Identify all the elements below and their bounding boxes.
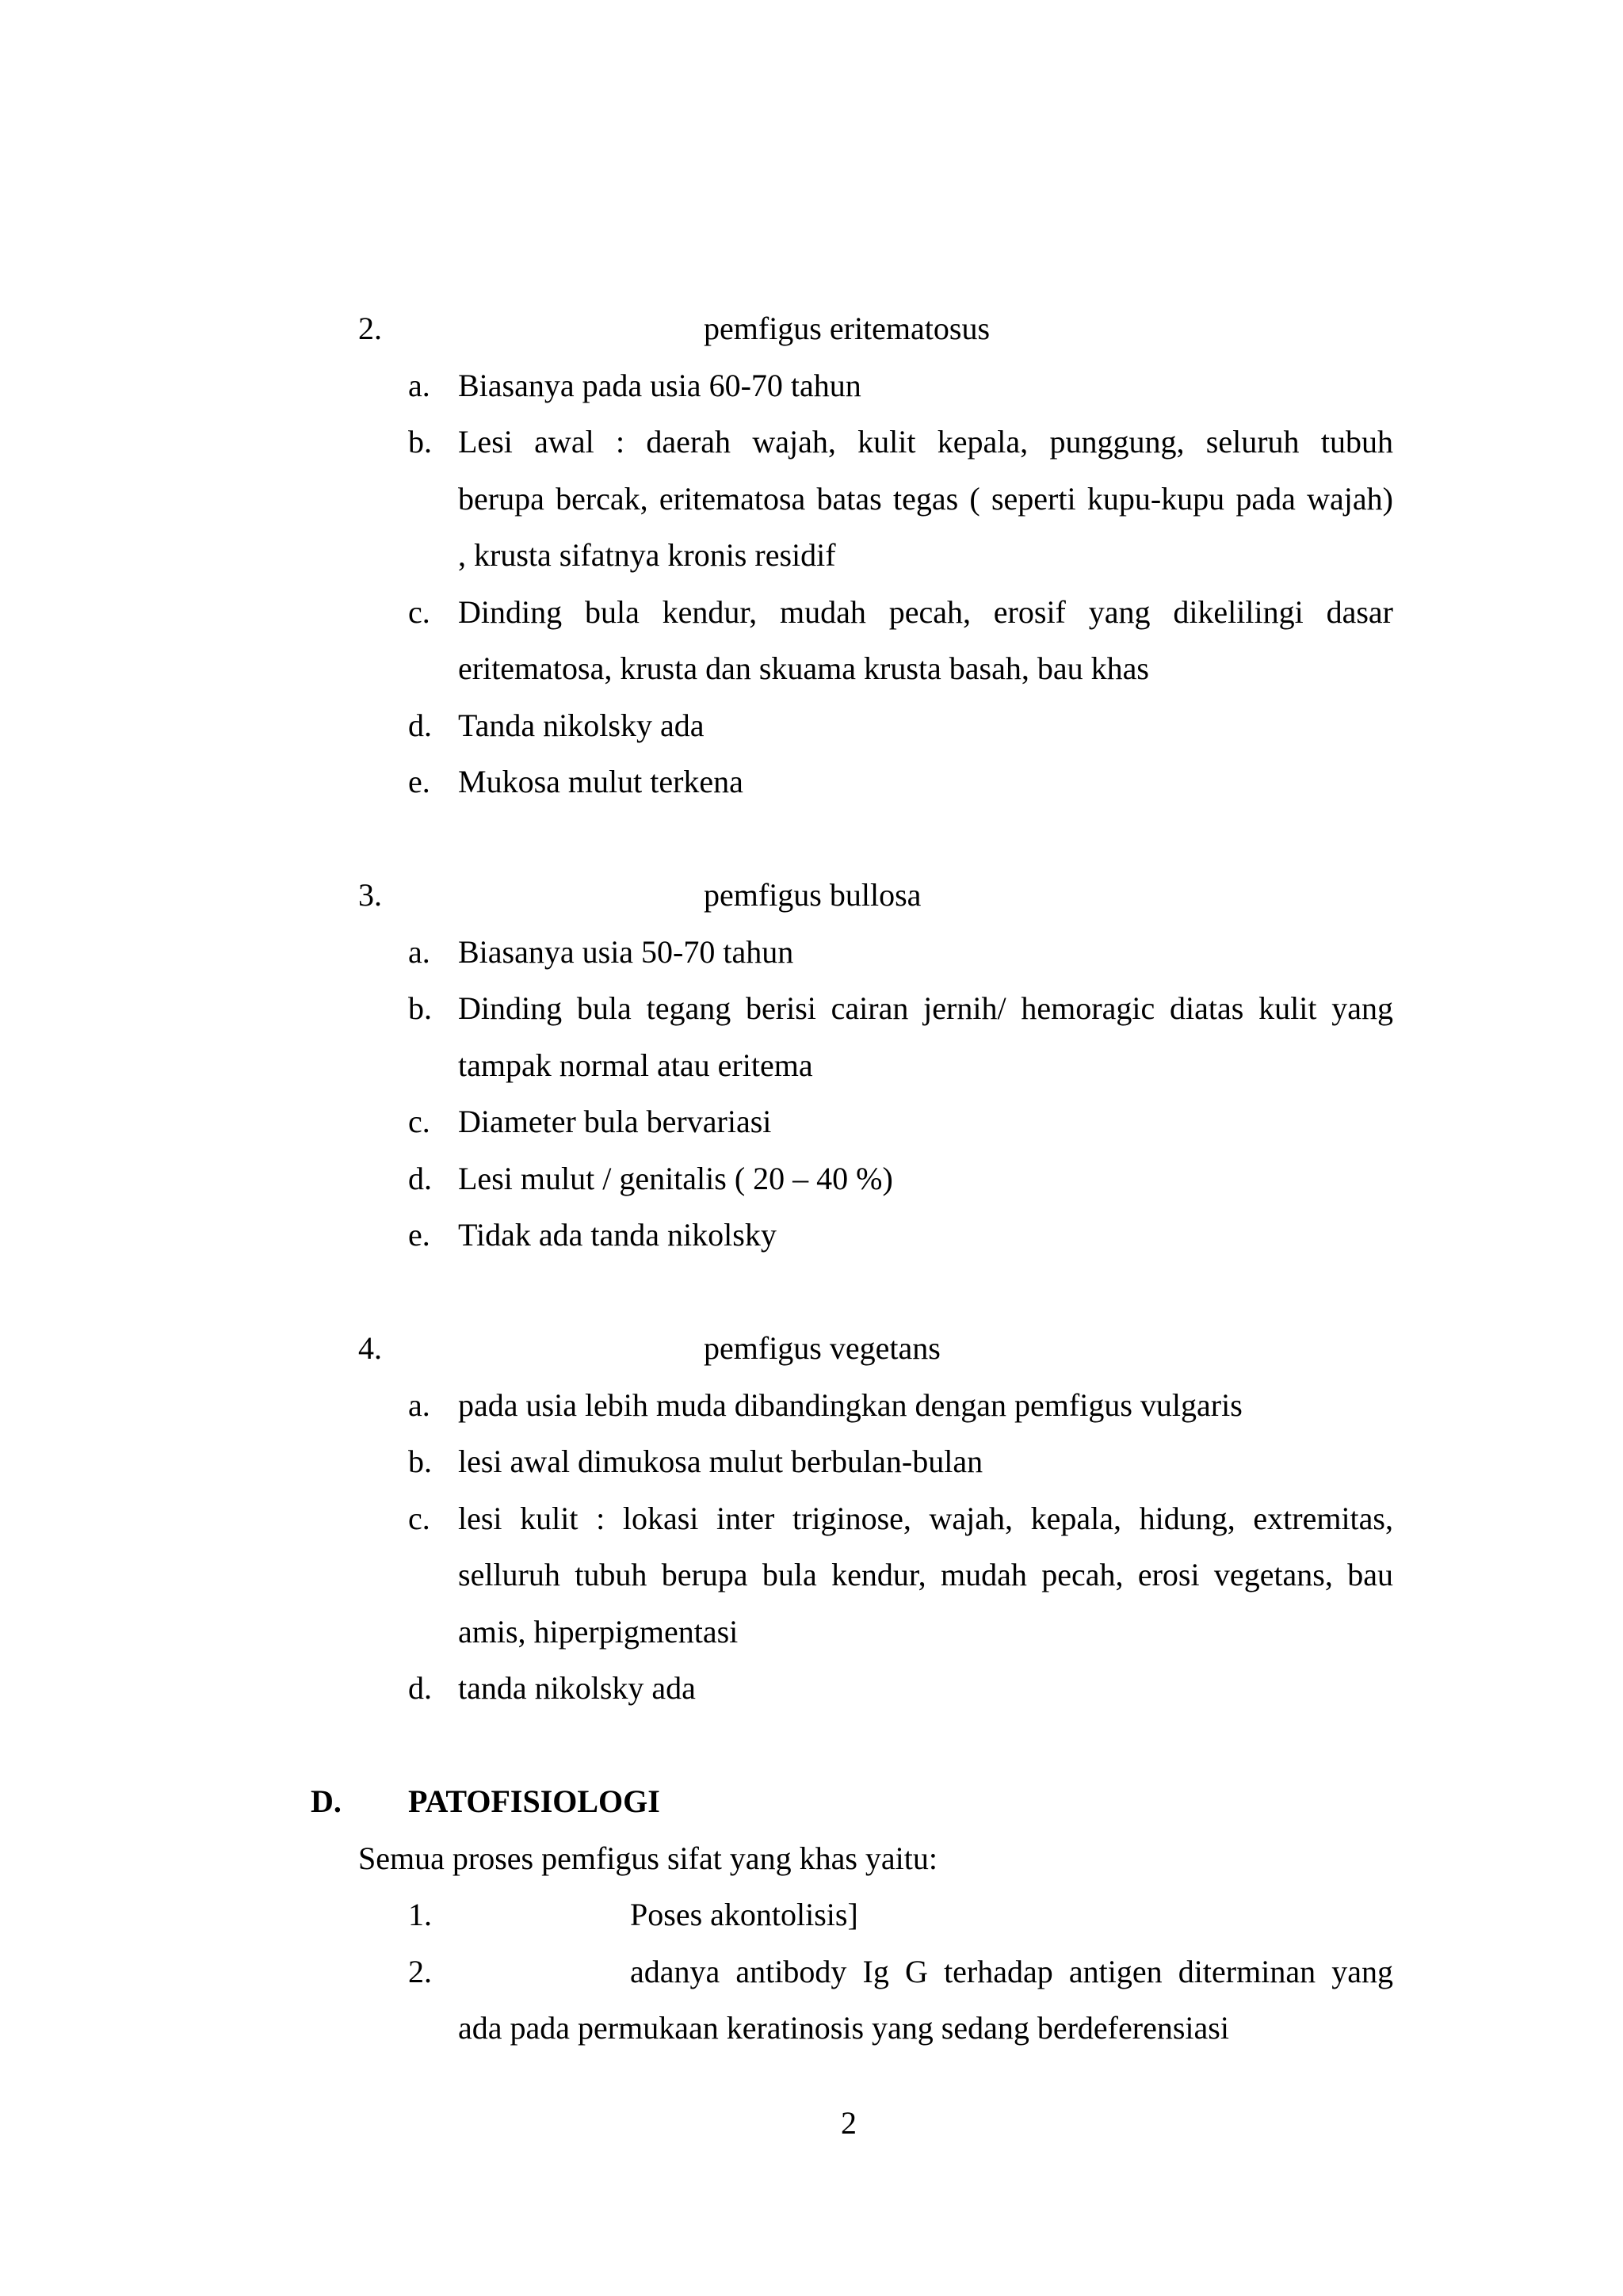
list-item-text: Lesi mulut / genitalis ( 20 – 40 %) — [458, 1161, 893, 1196]
list-item-text: Biasanya pada usia 60-70 tahun — [458, 368, 861, 403]
list-marker: e. — [408, 764, 430, 799]
list-item-text: Lesi awal : daerah wajah, kulit kepala, punggung, seluruh tubuh — [458, 424, 1393, 460]
section-4-number: 4. — [358, 1330, 382, 1366]
list-item-text: Dinding bula tegang berisi cairan jernih/ hemoragic diatas kulit yang — [458, 990, 1393, 1026]
list-item-text: Mukosa mulut terkena — [458, 764, 743, 799]
heading-d-letter: D. — [311, 1783, 342, 1819]
list-marker: b. — [408, 990, 432, 1026]
list-item-text: Biasanya usia 50-70 tahun — [458, 934, 794, 970]
list-item-text: Dinding bula kendur, mudah pecah, erosif yang dikelilingi dasar — [458, 594, 1393, 630]
list-marker: 2. — [408, 1954, 432, 1989]
list-marker: a. — [408, 1387, 430, 1423]
list-marker: a. — [408, 368, 430, 403]
section-3-title: pemfigus bullosa — [704, 877, 922, 913]
section-3-number: 3. — [358, 877, 382, 913]
list-marker: c. — [408, 594, 430, 630]
list-item-text: tanda nikolsky ada — [458, 1670, 696, 1706]
list-item-text: lesi awal dimukosa mulut berbulan-bulan — [458, 1444, 983, 1479]
list-item-text: pada usia lebih muda dibandingkan dengan pemfigus vulgaris — [458, 1387, 1243, 1423]
list-item-text: ada pada permukaan keratinosis yang sedang berdeferensiasi — [458, 2010, 1229, 2046]
list-marker: d. — [408, 1670, 432, 1706]
list-marker: d. — [408, 707, 432, 743]
patofisiologi-intro: Semua proses pemfigus sifat yang khas yaitu: — [358, 1840, 938, 1876]
list-marker: c. — [408, 1104, 430, 1139]
list-item-text: , krusta sifatnya kronis residif — [458, 537, 836, 573]
list-marker: a. — [408, 934, 430, 970]
list-item-text: adanya antibody Ig G terhadap antigen diterminan yang — [630, 1954, 1393, 1989]
list-marker: d. — [408, 1161, 432, 1196]
list-marker: b. — [408, 424, 432, 460]
page-number: 2 — [841, 2105, 857, 2141]
list-item-text: selluruh tubuh berupa bula kendur, mudah pecah, erosi vegetans, bau — [458, 1557, 1393, 1592]
list-item-text: amis, hiperpigmentasi — [458, 1614, 739, 1650]
section-4-title: pemfigus vegetans — [704, 1330, 941, 1366]
list-item-text: Diameter bula bervariasi — [458, 1104, 772, 1139]
list-marker: c. — [408, 1501, 430, 1536]
heading-d-title: PATOFISIOLOGI — [408, 1783, 660, 1819]
list-marker: 1. — [408, 1897, 432, 1932]
list-item-text: Tidak ada tanda nikolsky — [458, 1217, 777, 1253]
list-marker: e. — [408, 1217, 430, 1253]
list-item-text: berupa bercak, eritematosa batas tegas ( seperti kupu-kupu pada wajah) — [458, 481, 1393, 517]
list-item-text: tampak normal atau eritema — [458, 1047, 813, 1083]
list-marker: b. — [408, 1444, 432, 1479]
list-item-text: lesi kulit : lokasi inter triginose, wajah, kepala, hidung, extremitas, — [458, 1501, 1393, 1536]
section-2-number: 2. — [358, 311, 382, 346]
list-item-text: Tanda nikolsky ada — [458, 707, 705, 743]
list-item-text: Poses akontolisis] — [630, 1897, 858, 1932]
list-item-text: eritematosa, krusta dan skuama krusta basah, bau khas — [458, 650, 1149, 686]
section-2-title: pemfigus eritematosus — [704, 311, 991, 346]
